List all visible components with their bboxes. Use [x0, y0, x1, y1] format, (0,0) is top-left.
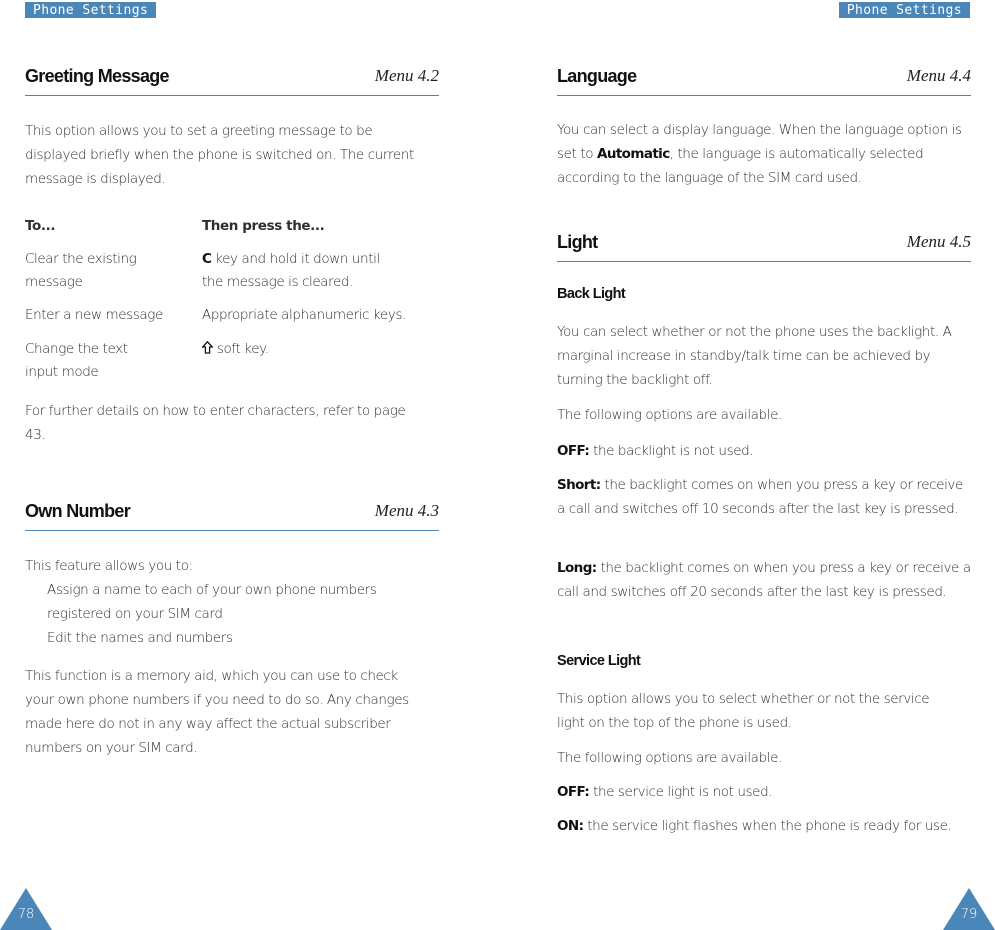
- own-number-para: This function is a memory aid, which you can use to check your own phone numbers if you need to do so. Any changes made here do not in any way affect the actual subscriber numbers on your SIM card.: [25, 668, 409, 756]
- table-row-3-to: [25, 338, 128, 384]
- back-light-option-off: [557, 439, 971, 463]
- own-number-content: [25, 554, 435, 760]
- language-desc: [557, 118, 973, 190]
- back-light-heading: Back Light: [557, 286, 626, 302]
- option-label: ON:: [557, 818, 584, 834]
- table-header-then: Then press the...: [202, 218, 325, 234]
- list-item: Assign a name to each of your own phone numbers registered on your SIM card: [47, 582, 377, 622]
- table-cell: message: [25, 274, 83, 290]
- option-label: Short:: [557, 477, 601, 493]
- service-light-heading: Service Light: [557, 653, 641, 669]
- greeting-intro: This option allows you to set a greeting message to be displayed briefly when the phone is switched on. The current message is displayed.: [25, 123, 414, 187]
- text: , the language is automatically selected according to the language of the SIM card used.: [557, 146, 924, 186]
- service-light-avail: The following options are available.: [557, 750, 782, 766]
- section-tab-right: Phone Settings: [839, 2, 970, 18]
- table-row-1-then: [202, 248, 380, 294]
- section-title: Own Number: [25, 501, 131, 521]
- menu-number: Menu 4.5: [906, 232, 971, 251]
- menu-number: Menu 4.4: [906, 66, 971, 85]
- section-title: Light: [557, 232, 598, 252]
- service-light-desc: This option allows you to select whether or not the service light on the top of the phone is used.: [557, 691, 930, 731]
- page-number-right: 79: [960, 907, 978, 922]
- automatic-term: Automatic: [596, 146, 670, 162]
- table-cell: key and hold it down until: [211, 251, 380, 267]
- option-text: the backlight comes on when you press a key or receive a call and switches off 10 seconds after the last key is pressed.: [557, 477, 963, 517]
- table-cell: input mode: [25, 364, 99, 380]
- text: You can select a display language. When the language option is set to: [557, 122, 962, 162]
- own-number-intro: This feature allows you to:: [25, 558, 193, 574]
- page-number-left: 78: [17, 907, 35, 922]
- back-light-avail: The following options are available.: [557, 407, 782, 423]
- option-label: Long:: [557, 560, 597, 576]
- own-number-header: [25, 496, 439, 531]
- service-light-option-off: [557, 780, 971, 804]
- table-header-to: To...: [25, 218, 56, 234]
- table-row-3-then: [202, 338, 269, 361]
- language-header: [557, 61, 971, 96]
- table-cell: Clear the existing: [25, 251, 137, 267]
- list-item: Edit the names and numbers: [47, 630, 233, 646]
- option-text: the service light is not used.: [589, 784, 773, 800]
- section-title: Language: [557, 66, 637, 86]
- greeting-note: For further details on how to enter characters, refer to page 43.: [25, 403, 406, 443]
- menu-number: Menu 4.2: [374, 66, 439, 85]
- back-light-desc: You can select whether or not the phone uses the backlight. A marginal increase in standby/talk time can be achieved by turning the backlight off.: [557, 324, 952, 388]
- greeting-message-header: [25, 61, 439, 96]
- light-header: [557, 227, 971, 262]
- table-row-2-to: Enter a new message: [25, 307, 163, 323]
- option-label: OFF:: [557, 443, 590, 459]
- menu-number: Menu 4.3: [374, 501, 439, 520]
- option-label: OFF:: [557, 784, 590, 800]
- back-light-option-long: [557, 556, 971, 604]
- c-key: C: [202, 251, 212, 267]
- table-row-1-to: [25, 248, 136, 294]
- table-cell: soft key.: [213, 341, 269, 357]
- table-cell: Change the text: [25, 341, 128, 357]
- section-tab-left: Phone Settings: [25, 2, 156, 18]
- table-row-2-then: Appropriate alphanumeric keys.: [202, 307, 406, 323]
- back-light-option-short: [557, 473, 971, 521]
- option-text: the service light flashes when the phone is ready for use.: [583, 818, 952, 834]
- option-text: the backlight is not used.: [589, 443, 754, 459]
- table-cell: the message is cleared.: [202, 274, 353, 290]
- service-light-option-on: [557, 814, 971, 838]
- option-text: the backlight comes on when you press a key or receive a call and switches off 20 seconds after the last key is pressed.: [557, 560, 971, 600]
- section-title: Greeting Message: [25, 66, 169, 86]
- up-arrow-icon: [202, 341, 213, 354]
